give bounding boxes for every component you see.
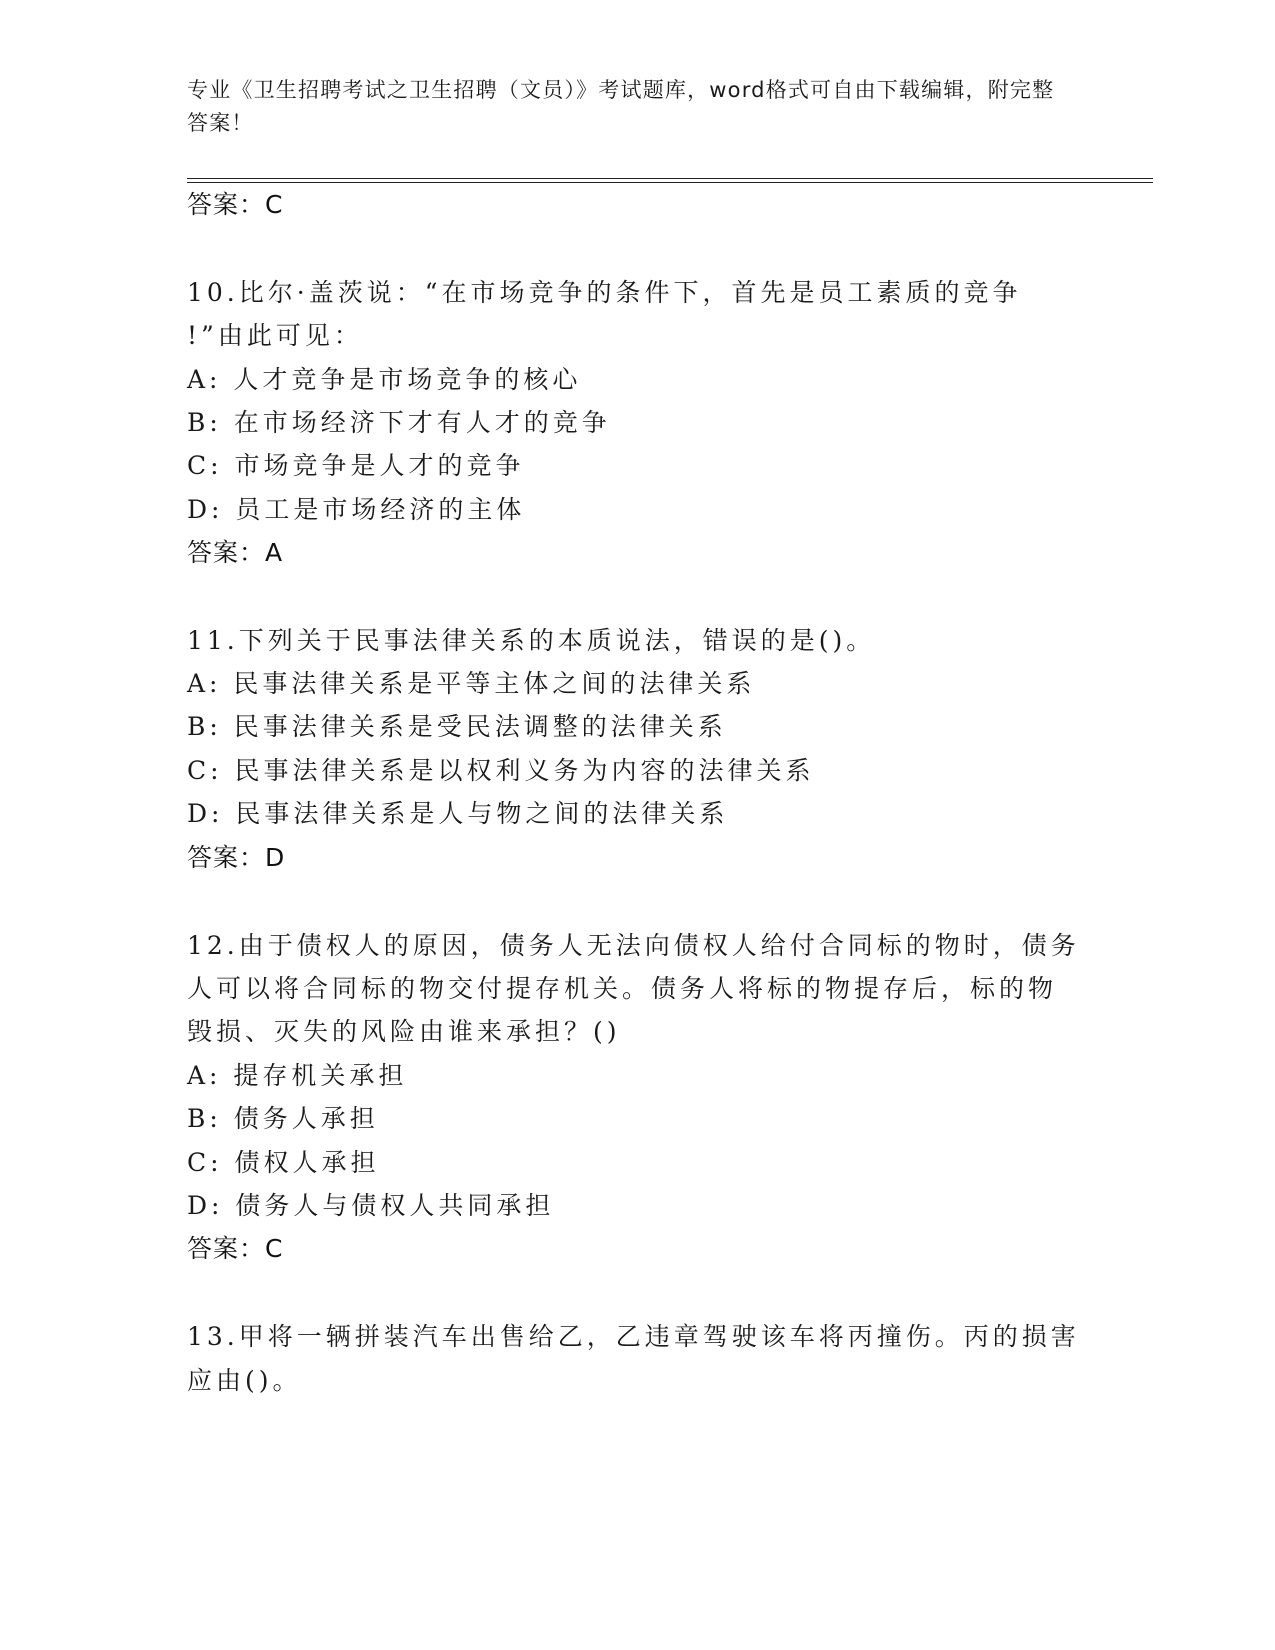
question-11-option-a: A: 民事法律关系是平等主体之间的法律关系 — [187, 669, 756, 698]
question-11-option-d: D: 民事法律关系是人与物之间的法律关系 — [187, 799, 729, 828]
question-13-line-2: 应由()。 — [187, 1366, 302, 1395]
question-10-answer: 答案：A — [187, 538, 284, 567]
question-10-option-d: D: 员工是市场经济的主体 — [187, 495, 526, 524]
question-11-answer: 答案：D — [187, 843, 286, 872]
header-double-rule — [187, 178, 1153, 183]
question-10-option-a: A: 人才竞争是市场竞争的核心 — [187, 365, 582, 394]
question-12-answer: 答案：C — [187, 1234, 284, 1263]
question-12-option-d: D: 债务人与债权人共同承担 — [187, 1191, 555, 1220]
question-10-option-b: B: 在市场经济下才有人才的竞争 — [187, 408, 611, 437]
question-12-option-b: B: 债务人承担 — [187, 1104, 379, 1133]
question-11-line-1: 11.下列关于民事法律关系的本质说法，错误的是()。 — [187, 626, 876, 655]
document-header: 专业《卫生招聘考试之卫生招聘（文员）》考试题库，word格式可自由下载编辑，附完整答案！ — [187, 78, 1055, 135]
question-12-line-2: 人可以将合同标的物交付提存机关。债务人将标的物提存后，标的物 — [187, 974, 1058, 1003]
question-12-option-c: C: 债权人承担 — [187, 1148, 380, 1177]
question-13-line-1: 13.甲将一辆拼装汽车出售给乙，乙违章驾驶该车将丙撞伤。丙的损害 — [187, 1322, 1080, 1351]
question-12-option-a: A: 提存机关承担 — [187, 1061, 408, 1090]
question-10-line-2: !”由此可见： — [187, 321, 363, 350]
question-10-option-c: C: 市场竞争是人才的竞争 — [187, 451, 525, 480]
question-11-option-c: C: 民事法律关系是以权利义务为内容的法律关系 — [187, 756, 815, 785]
answer-previous: 答案：C — [187, 190, 284, 219]
question-12-line-1: 12.由于债权人的原因，债务人无法向债权人给付合同标的物时，债务 — [187, 931, 1080, 960]
question-12-line-3: 毁损、灭失的风险由谁来承担？() — [187, 1017, 621, 1046]
question-10-line-1: 10.比尔·盖茨说：“在市场竞争的条件下，首先是员工素质的竞争 — [187, 278, 1022, 307]
question-11-option-b: B: 民事法律关系是受民法调整的法律关系 — [187, 712, 727, 741]
